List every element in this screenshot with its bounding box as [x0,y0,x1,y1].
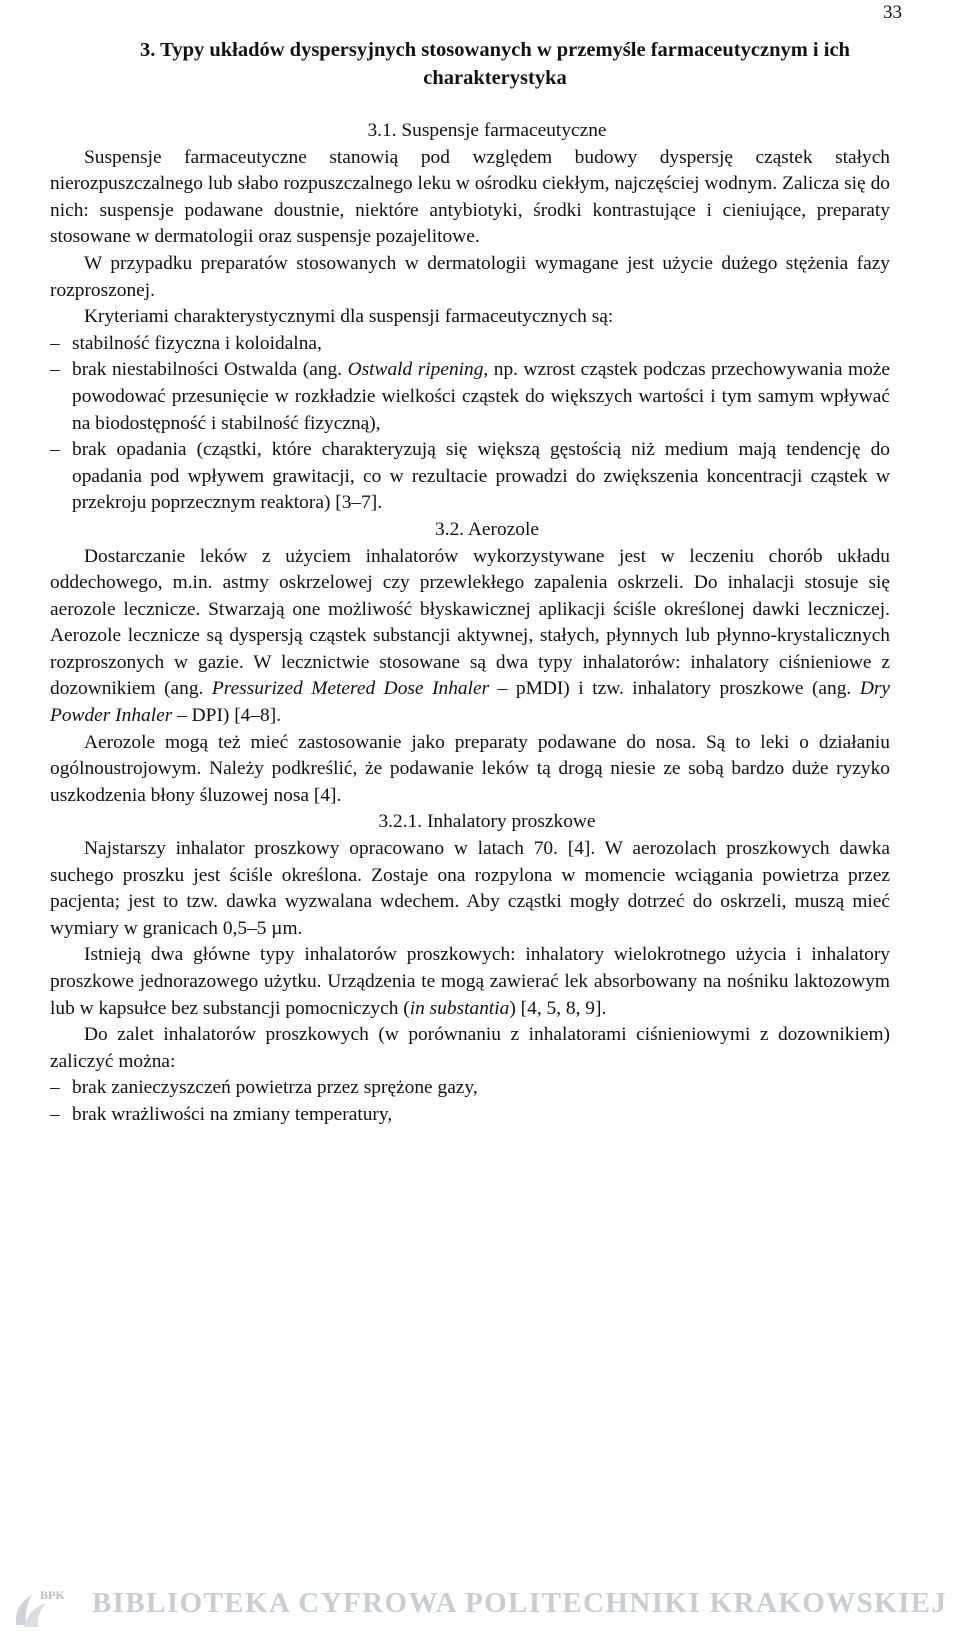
body-text [50,118,890,1129]
italic-term: Pressurized Metered Dose Inhaler [211,678,490,700]
chapter-title: 3. Typy układów dyspersyjnych stosowanych w przemyśle farmaceutycznym i ich charakterystyka [140,39,850,89]
paragraph: W przypadku preparatów stosowanych w dermatologii wymagane jest użycie dużego stężenia fazy rozproszonej. [50,252,890,301]
list-item: – stabilność fizyczna i koloidalna, [50,331,890,358]
paragraph: Aerozole mogą też mieć zastosowanie jako preparaty podawane do nosa. Są to leki o działaniu ogólnoustrojowym. Należy podkreślić, że podawanie leków tą drogą niesie ze sobą bardzo duże ryzyko uszkodzenia błony śluzowej nosa [4]. [50,731,890,806]
logo-text: BPK [40,1588,65,1602]
list-item: – brak wrażliwości na zmiany temperatury, [50,1102,890,1129]
section-heading-3-2-1: 3.2.1. Inhalatory proszkowe [378,811,596,833]
italic-term: Ostwald ripening [347,359,484,381]
paragraph: Istnieją dwa główne typy inhalatorów proszkowych: inhalatory wielokrotnego użycia i inhalatory proszkowe jednorazowego użytku. Urządzenia te mogą zawierać lek absorbowany na nośniku laktozowym lub w kapsułce bez substancji pomocniczych (in substantia) [4, 5, 8, 9]. [50,944,890,1019]
criteria-list [50,331,890,517]
bpk-logo-icon [10,1585,80,1629]
list-item: – brak zanieczyszczeń powietrza przez sprężone gazy, [50,1075,890,1102]
list-item: – brak opadania (cząstki, które charakteryzują się większą gęstością niż medium mają tendencję do opadania pod wpływem grawitacji, co w rezultacie prowadzi do zwiększenia koncentracji cząstek w przekroju poprzecznym reaktora) [3–7]. [50,439,890,514]
paragraph: Suspensje farmaceutyczne stanowią pod względem budowy dyspersję cząstek stałych nierozpuszczalnego lub słabo rozpuszczalnego leku w ośrodku ciekłym, najczęściej wodnym. Zalicza się do nich: suspensje podawane doustnie, niektóre antybiotyki, środki kontrastujące i cieniujące, preparaty stosowane w dermatologii oraz suspensje pozajelitowe. [50,146,890,248]
paragraph: Najstarszy inhalator proszkowy opracowano w latach 70. [4]. W aerozolach proszkowych dawka suchego proszku jest ściśle określona. Zostaje ona rozpylona w momencie wciągania powietrza przez pacjenta; jest to tzw. dawka wyzwalana wdechem. Aby cząstki mogły dotrzeć do oskrzeli, muszą mieć wymiary w granicach 0,5–5 µm. [50,838,890,939]
dash-bullet: – [50,332,60,354]
section-heading-3-2: 3.2. Aerozole [435,518,539,540]
dash-bullet: – [50,439,60,461]
dash-bullet: – [50,1077,60,1099]
list-item: – brak niestabilności Ostwalda (ang. Ostwald ripening, np. wzrost cząstek podczas przechowywania może powodować przesunięcie w rozkładzie wielkości cząstek do większych wartości i tym samym wpływać na biodostępność i stabilność fizyczną), [50,359,890,434]
advantages-list [50,1075,890,1128]
paragraph: Do zalet inhalatorów proszkowych (w porównaniu z inhalatorami ciśnieniowymi z dozownikiem) zaliczyć można: [50,1024,890,1072]
paragraph: Dostarczanie leków z użyciem inhalatorów wykorzystywane jest w leczeniu chorób układu oddechowego, m.in. astmy oskrzelowej czy przewlekłego zapalenia oskrzeli. Do inhalacji stosuje się aerozole lecznicze. Stwarzają one możliwość błyskawicznej aplikacji ściśle określonej dawki leczniczej. Aerozole lecznicze są dyspersją cząstek substancji aktywnej, stałych, płynnych lub płynno-krystalicznych rozproszonych w gazie. W lecznictwie stosowane są dwa typy inhalatorów: inhalatory ciśnieniowe z dozownikiem (ang. Pressurized Metered Dose Inhaler – pMDI) i tzw. inhalatory proszkowe (ang. Dry Powder Inhaler – DPI) [4–8]. [50,545,890,727]
section-heading-3-1: 3.1. Suspensje farmaceutyczne [367,120,607,141]
footer-text: BIBLIOTEKA CYFROWA POLITECHNIKI KRAKOWSKIEJ [92,1587,948,1619]
dash-bullet: – [50,1103,60,1125]
italic-term: Dry Powder Inhaler [50,678,890,727]
dash-bullet: – [50,359,60,381]
library-footer [8,1585,958,1629]
italic-term: in substantia [409,997,510,1019]
paragraph: Kryteriami charakterystycznymi dla suspensji farmaceutycznych są: [84,306,614,328]
page-number: 33 [883,2,902,23]
